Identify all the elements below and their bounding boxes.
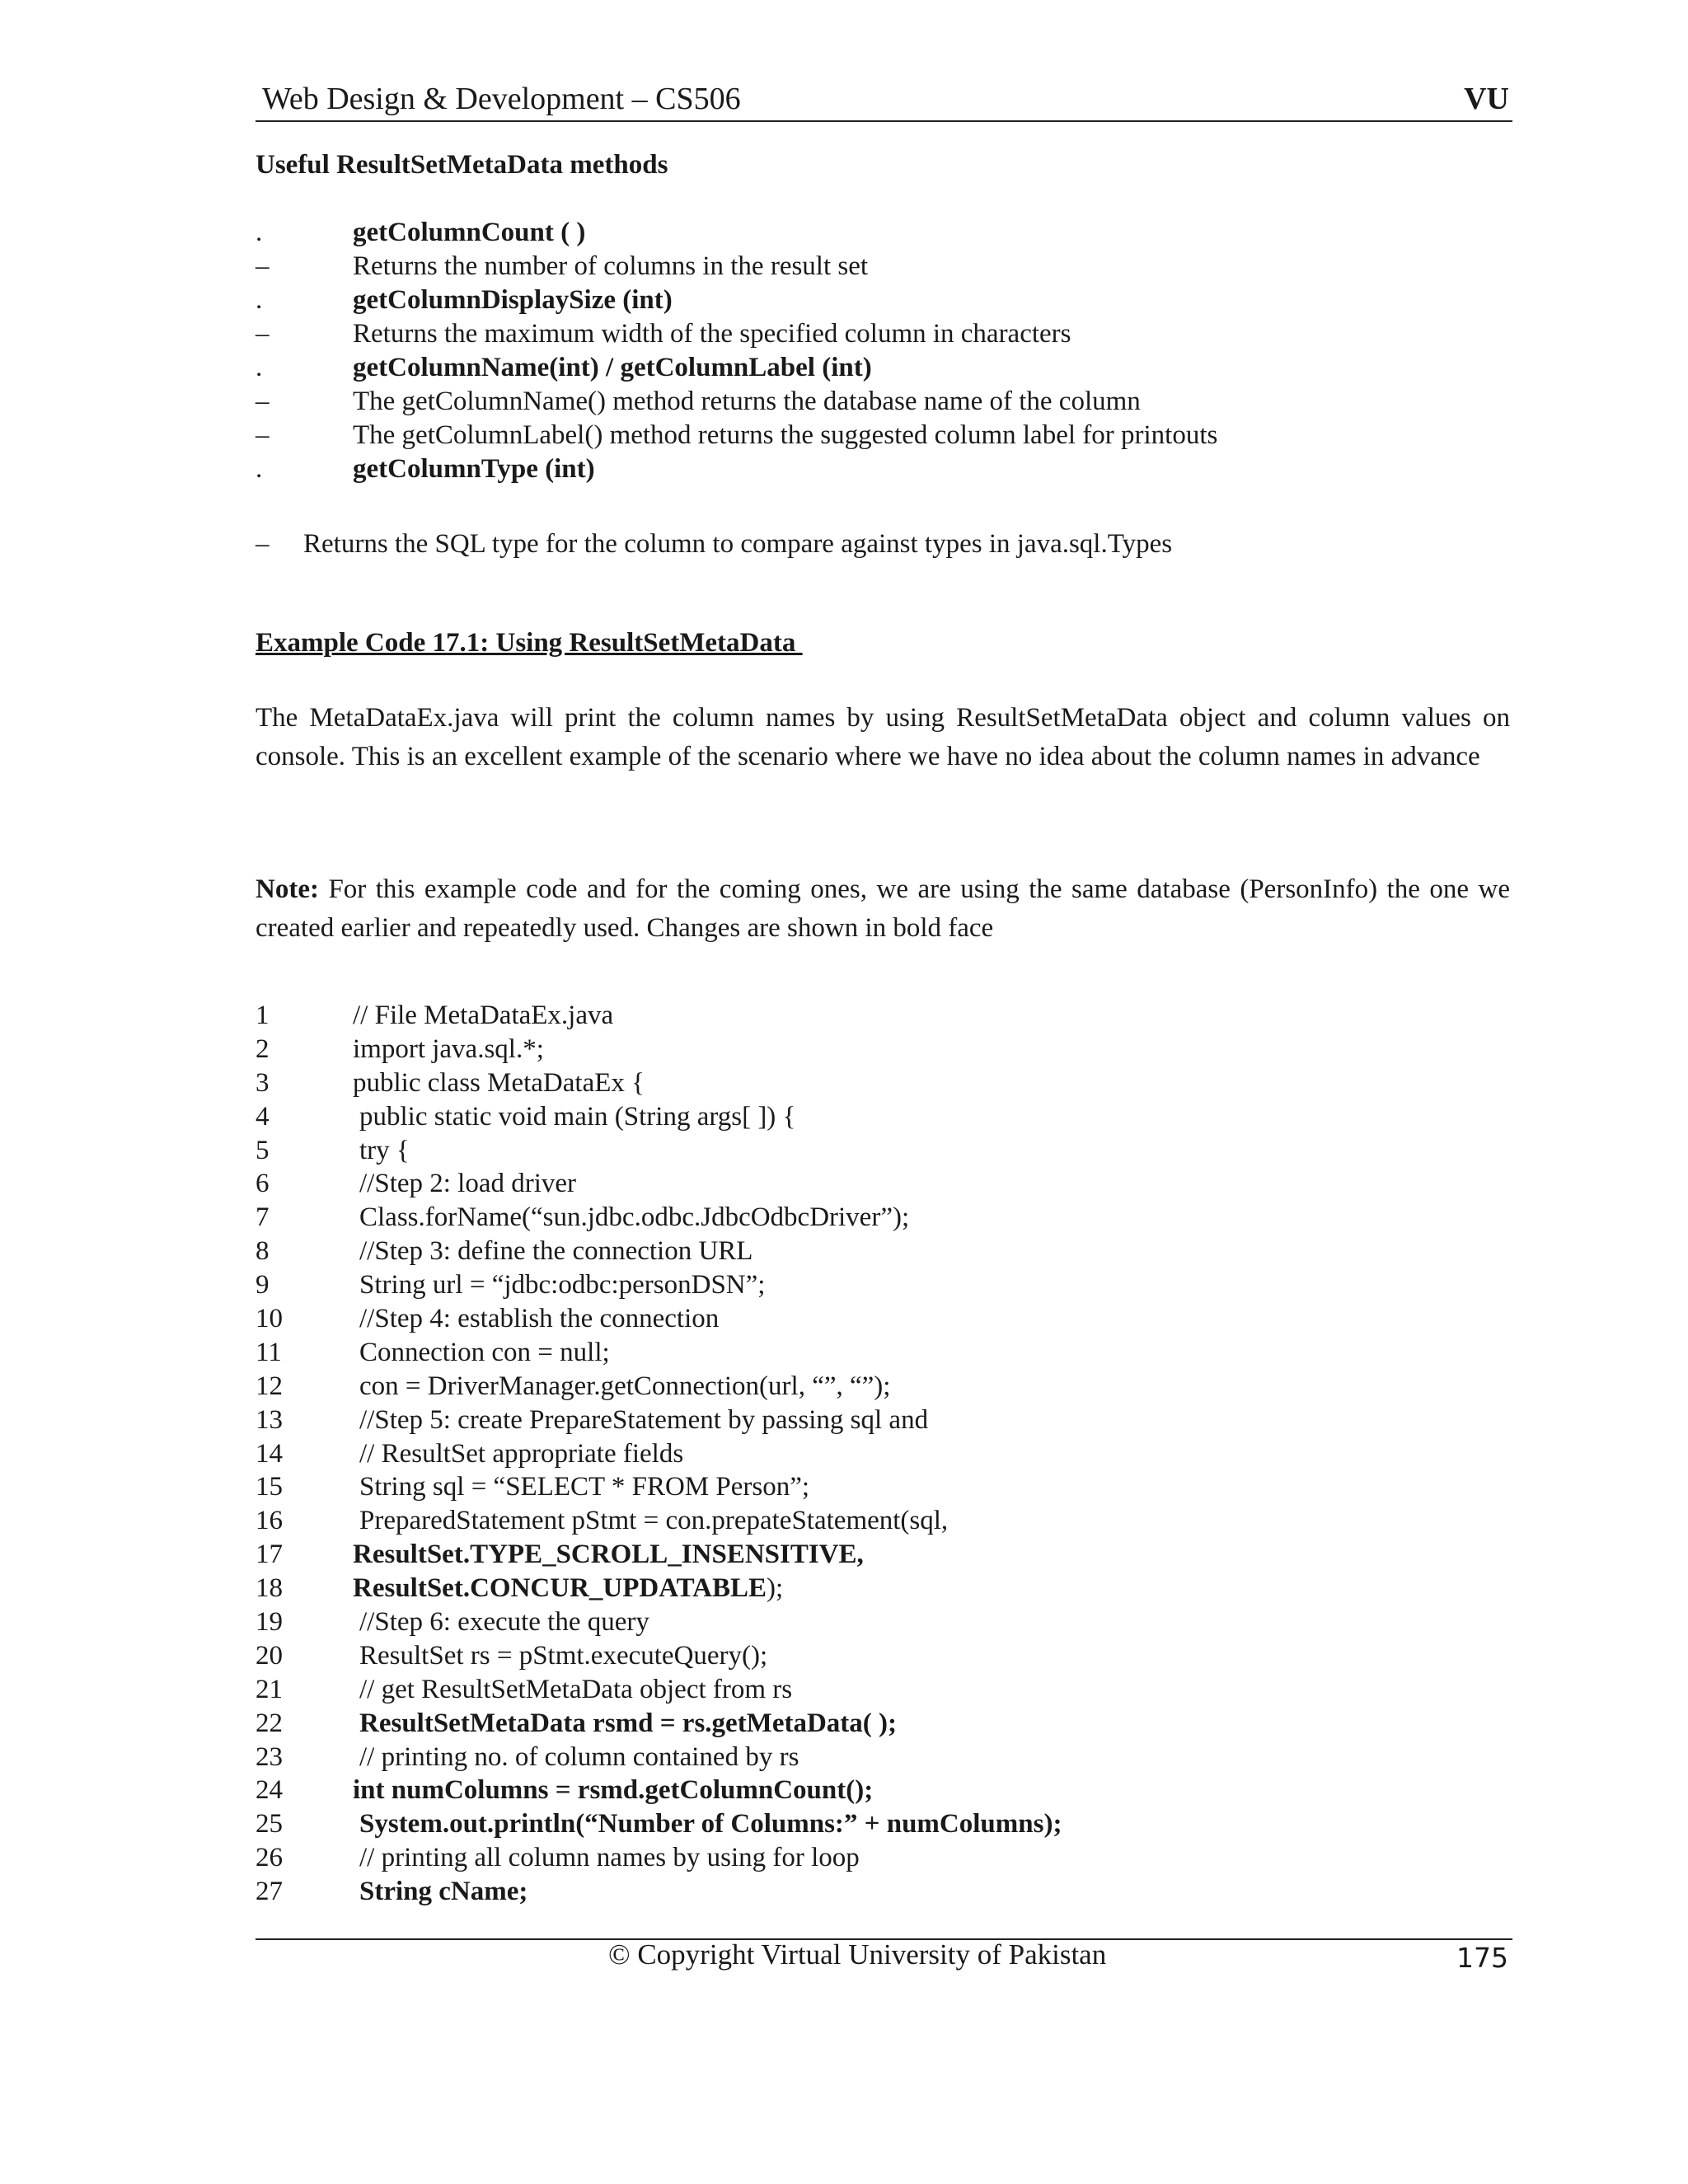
- code-text: // printing no. of column contained by rs: [359, 1741, 799, 1772]
- code-text: ResultSetMetaData rsmd = rs.getMetaData( );: [359, 1708, 898, 1738]
- code-line: [256, 1235, 1512, 1268]
- code-text: try {: [359, 1135, 410, 1165]
- line-number: 14: [256, 1438, 283, 1469]
- code-text: ResultSet.TYPE_SCROLL_INSENSITIVE,: [353, 1540, 864, 1570]
- line-number: 20: [256, 1640, 283, 1671]
- code-line: [256, 1875, 1512, 1909]
- line-number: 9: [256, 1270, 270, 1301]
- example-title: Example Code 17.1: Using ResultSetMetaData: [256, 628, 803, 658]
- code-line: [256, 1370, 1512, 1404]
- line-number: 26: [256, 1843, 283, 1873]
- code-line: [256, 1572, 1512, 1605]
- line-number: 18: [256, 1573, 283, 1604]
- method-name: getColumnName(int) / getColumnLabel (int): [353, 353, 872, 382]
- line-number: 25: [256, 1809, 283, 1840]
- method-description: The getColumnName() method returns the database name of the column: [353, 387, 1141, 416]
- method-list-item: [256, 317, 1512, 351]
- line-number: 8: [256, 1236, 270, 1267]
- line-number: 10: [256, 1304, 283, 1334]
- code-line: [256, 1807, 1512, 1841]
- code-text: import java.sql.*;: [353, 1033, 544, 1064]
- code-text: //Step 2: load driver: [359, 1169, 577, 1199]
- code-line: [256, 1033, 1512, 1066]
- code-text: //Step 3: define the connection URL: [359, 1236, 753, 1267]
- code-line: [256, 1066, 1512, 1100]
- method-name: getColumnCount ( ): [353, 218, 586, 247]
- list-bullet: –: [256, 319, 270, 349]
- code-text: public class MetaDataEx {: [353, 1067, 645, 1098]
- note-label: Note:: [256, 874, 319, 904]
- line-number: 22: [256, 1708, 283, 1738]
- types-note-text: Returns the SQL type for the column to compare against types in java.sql.Types: [303, 529, 1173, 559]
- line-number: 1: [256, 1001, 270, 1030]
- code-line: [256, 1841, 1512, 1875]
- code-line: [256, 1167, 1512, 1201]
- code-line: [256, 1336, 1512, 1370]
- method-list-item: [256, 351, 1512, 385]
- line-number: 11: [256, 1337, 282, 1367]
- code-text: // ResultSet appropriate fields: [359, 1438, 684, 1469]
- list-bullet: –: [256, 387, 270, 416]
- line-number: 4: [256, 1101, 270, 1132]
- method-name: getColumnType (int): [353, 454, 595, 484]
- code-text: //Step 5: create PrepareStatement by passing sql and: [359, 1404, 929, 1435]
- code-text: String sql = “SELECT * FROM Person”;: [359, 1472, 810, 1502]
- note-paragraph: [256, 870, 1510, 948]
- vu-logo-text: VU: [1464, 82, 1509, 116]
- line-number: 2: [256, 1033, 270, 1064]
- code-line: [256, 999, 1512, 1033]
- code-line: [256, 1504, 1512, 1538]
- page-number: 175: [1456, 1942, 1508, 1974]
- method-list-item: [256, 419, 1512, 452]
- code-text: Connection con = null;: [359, 1337, 610, 1367]
- code-line: [256, 1134, 1512, 1168]
- line-number: 6: [256, 1169, 270, 1199]
- page-header: [256, 77, 1512, 122]
- list-bullet: .: [256, 353, 263, 382]
- code-text: ResultSet rs = pStmt.executeQuery();: [359, 1640, 768, 1671]
- list-bullet: .: [256, 454, 263, 484]
- code-text: Class.forName(“sun.jdbc.odbc.JdbcOdbcDriver”);: [359, 1202, 910, 1233]
- line-number: 24: [256, 1775, 283, 1806]
- list-bullet: –: [256, 251, 270, 281]
- line-number: 5: [256, 1135, 270, 1165]
- line-number: 13: [256, 1404, 283, 1435]
- code-text: con = DriverManager.getConnection(url, “”, “”);: [359, 1371, 891, 1401]
- method-description: The getColumnLabel() method returns the suggested column label for printouts: [353, 420, 1218, 450]
- code-line: [256, 1201, 1512, 1235]
- code-bold-part: ResultSet.CONCUR_UPDATABLE: [353, 1573, 767, 1604]
- list-bullet: .: [256, 285, 263, 315]
- line-number: 21: [256, 1674, 283, 1704]
- code-text: // get ResultSetMetaData object from rs: [359, 1674, 793, 1704]
- list-bullet: .: [256, 218, 263, 247]
- code-text: //Step 4: establish the connection: [359, 1304, 720, 1334]
- method-list-item: [256, 385, 1512, 419]
- footer-copyright: © Copyright Virtual University of Pakistan: [608, 1938, 1107, 1971]
- line-number: 17: [256, 1540, 283, 1570]
- course-title: Web Design & Development – CS506: [262, 82, 741, 116]
- code-line: [256, 1302, 1512, 1336]
- line-number: 12: [256, 1371, 283, 1401]
- code-line: [256, 1673, 1512, 1707]
- code-text: [353, 1572, 783, 1605]
- code-line: [256, 1605, 1512, 1639]
- code-text: PreparedStatement pStmt = con.prepateStatement(sql,: [359, 1506, 949, 1536]
- code-text: //Step 6: execute the query: [359, 1607, 649, 1638]
- line-number: 7: [256, 1202, 270, 1233]
- code-text: System.out.println(“Number of Columns:” + numColumns);: [359, 1809, 1062, 1840]
- code-line: [256, 1741, 1512, 1774]
- code-text: // printing all column names by using for loop: [359, 1843, 860, 1873]
- intro-paragraph: The MetaDataEx.java will print the column names by using ResultSetMetaData object and column values on console. This is an excellent example of the scenario where we have no idea about the column names in advance: [256, 703, 1510, 771]
- code-line: [256, 1268, 1512, 1302]
- code-normal-part: );: [767, 1573, 784, 1604]
- code-text: public static void main (String args[ ]) {: [359, 1101, 796, 1132]
- code-listing: [256, 999, 1512, 1909]
- code-line: [256, 1538, 1512, 1572]
- code-line: [256, 1437, 1512, 1471]
- code-line: [256, 1639, 1512, 1673]
- code-line: [256, 1404, 1512, 1437]
- code-line: [256, 1100, 1512, 1134]
- code-line: [256, 1707, 1512, 1741]
- code-text: // File MetaDataEx.java: [353, 1001, 614, 1030]
- code-text: String cName;: [359, 1877, 528, 1907]
- code-line: [256, 1470, 1512, 1504]
- method-description: Returns the number of columns in the result set: [353, 251, 869, 281]
- section-title: Useful ResultSetMetaData methods: [256, 150, 668, 180]
- method-name: getColumnDisplaySize (int): [353, 285, 673, 315]
- line-number: 27: [256, 1877, 283, 1907]
- list-bullet: –: [256, 420, 270, 450]
- method-list-item: [256, 216, 1512, 250]
- line-number: 19: [256, 1607, 283, 1638]
- method-list-item: [256, 250, 1512, 284]
- code-text: String url = “jdbc:odbc:personDSN”;: [359, 1270, 766, 1301]
- line-number: 15: [256, 1472, 283, 1502]
- method-description: Returns the maximum width of the specified column in characters: [353, 319, 1071, 349]
- code-text: int numColumns = rsmd.getColumnCount();: [353, 1775, 874, 1806]
- note-text: For this example code and for the coming ones, we are using the same database (PersonInfo) the one we created earlier and repeatedly used. Changes are shown in bold face: [256, 874, 1510, 943]
- code-line: [256, 1774, 1512, 1807]
- line-number: 3: [256, 1067, 270, 1098]
- method-list-item: [256, 452, 1512, 486]
- list-bullet: –: [256, 529, 270, 559]
- line-number: 16: [256, 1506, 283, 1536]
- line-number: 23: [256, 1741, 283, 1772]
- methods-list: [256, 216, 1512, 486]
- method-list-item: [256, 284, 1512, 317]
